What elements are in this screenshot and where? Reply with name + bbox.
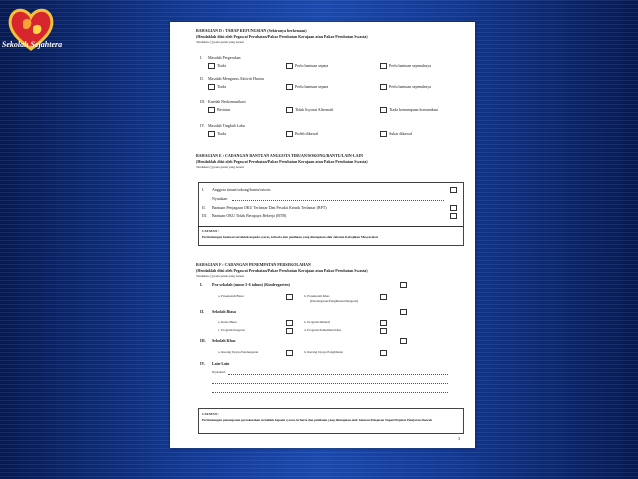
option-label: Perlu bantuan sepenuhnya <box>389 84 431 89</box>
section-f-group-num: II. <box>200 309 205 314</box>
option-label: Tiada <box>217 63 226 68</box>
checkbox[interactable] <box>380 320 387 326</box>
specify-line[interactable] <box>228 374 448 375</box>
option-label: Perlu bantuan sepenuhnya <box>389 63 431 68</box>
option-label: a. Prasekolah Biasa <box>218 294 244 298</box>
note-label: CATATAN : <box>202 229 220 233</box>
section-f-subtitle: (Hendaklah diisi oleh Pegawai Perubatan/Pakar Perubatan Kerajaan atau Pakar Perubatan Swasta) <box>196 268 368 273</box>
checkbox[interactable] <box>450 187 457 193</box>
option-label: Bertutur <box>217 107 231 112</box>
section-f-group-title: Lain-Lain <box>212 361 230 366</box>
option-note: (Pendengaran/Penglihatan/Integrasi) <box>310 299 359 303</box>
form-page <box>170 22 475 448</box>
option-label: Tiada <box>217 131 226 136</box>
checkbox[interactable] <box>208 84 215 90</box>
checkbox[interactable] <box>380 350 387 356</box>
specify-line[interactable] <box>212 383 448 384</box>
item-num: II. <box>202 205 206 210</box>
item-num: I. <box>202 187 205 192</box>
section-f-group-num: III. <box>200 338 206 343</box>
option-label: Perlu bantuan separa <box>295 63 329 68</box>
option-label: b. Kurang Upaya Penglihatan <box>304 350 344 354</box>
checkbox[interactable] <box>286 63 293 69</box>
section-d-group-title: Masalah Mengurus Aktiviti Harian <box>208 76 264 81</box>
specify-label: Nyatakan <box>212 196 228 201</box>
item-label: Bantuan Penjagaan OKU Terlantar Dan Pesakit Kronik Terlantar (BPT) <box>212 205 327 210</box>
section-f-group-num: IV. <box>200 361 205 366</box>
section-d-subtitle: (Hendaklah diisi oleh Pegawai Perubatan/Pakar Perubatan Kerajaan atau Pakar Perubatan Swasta) <box>196 34 368 39</box>
specify-line[interactable] <box>212 392 448 393</box>
checkbox[interactable] <box>400 309 407 315</box>
heart-logo-icon <box>3 3 59 59</box>
section-f-instruction: Tandakan (/) pada petak yang sesuai <box>196 274 244 278</box>
section-d-title: BAHAGIAN D : TAHAP KEFUNGSIAN (Sekiranya berkenaan) <box>196 28 307 33</box>
note-text: Pertimbangan bantuan tertakluk kepada syarat, kriteria dan penilaian yang ditetapkan oleh Jabatan Kebajikan Masyarakat <box>202 235 378 239</box>
section-d-group-title: Masalah Pergerakan <box>208 55 241 60</box>
section-e-title: BAHAGIAN E : CADANGAN BANTUAN ANGGOTA TIRUAN/SOKONG/BANTU/LAIN-LAIN <box>196 153 363 158</box>
option-label: Sukar dikawal <box>389 131 412 136</box>
divider <box>198 226 463 227</box>
checkbox[interactable] <box>286 131 293 137</box>
specify-label: Nyatakan: <box>212 370 226 374</box>
checkbox[interactable] <box>286 320 293 326</box>
option-label: Perlu bantuan separa <box>295 84 329 89</box>
section-f-group-title: Sekolah Biasa <box>212 309 236 314</box>
section-d-group-num: III. <box>200 99 205 104</box>
checkbox[interactable] <box>380 131 387 137</box>
note-text: Pertimbangan penempatan persekolahan tertakluk kepada syarat, kriteria dan penilaian yang ditetapkan oleh Jabatan Pelajaran Negeri/Pejabat Pelajaran Daerah <box>202 418 432 422</box>
option-label: b. Program Inklusif <box>304 320 330 324</box>
specify-line[interactable] <box>232 200 444 201</box>
checkbox[interactable] <box>286 107 293 113</box>
section-f-group-title: Pra-sekolah (umur 5-6 tahun) (Kindergarten) <box>212 282 290 287</box>
section-e-instruction: Tandakan (/) pada petak yang sesuai <box>196 165 244 169</box>
option-label: a. Kelas Biasa <box>218 320 237 324</box>
option-label: d. Program Pemulihan Khas <box>304 328 342 332</box>
option-label: b. Prasekolah Khas <box>304 294 330 298</box>
checkbox[interactable] <box>450 213 457 219</box>
note-label: CATATAN : <box>202 412 220 416</box>
section-f-group-num: I. <box>200 282 203 287</box>
checkbox[interactable] <box>286 84 293 90</box>
item-num: III. <box>202 213 207 218</box>
option-label: Tiada <box>217 84 226 89</box>
page-number: 3 <box>458 436 460 441</box>
checkbox[interactable] <box>286 350 293 356</box>
section-d-instruction: Tandakan (/) pada petak yang sesuai <box>196 40 244 44</box>
section-f-title: BAHAGIAN F : CADANGAN PENEMPATAN PERSEKOLAHAN <box>196 262 311 267</box>
option-label: a. Kurang Upaya Pendengaran <box>218 350 259 354</box>
checkbox[interactable] <box>380 63 387 69</box>
option-label: c. Program Integrasi <box>218 328 245 332</box>
checkbox[interactable] <box>400 338 407 344</box>
checkbox[interactable] <box>208 131 215 137</box>
logo-text: Sekolah Sejahtera <box>1 40 63 49</box>
checkbox[interactable] <box>380 107 387 113</box>
section-e-subtitle: (Hendaklah diisi oleh Pegawai Perubatan/Pakar Perubatan Kerajaan atau Pakar Perubatan Swasta) <box>196 159 368 164</box>
item-label: Anggota tiruan/sokong/bantu/ortosis <box>212 187 271 192</box>
section-d-group-title: Kaedah Berkomunikasi <box>208 99 246 104</box>
checkbox[interactable] <box>450 205 457 211</box>
checkbox[interactable] <box>400 282 407 288</box>
checkbox[interactable] <box>380 328 387 334</box>
option-label: Tidak lisyarat Alternatif <box>295 107 334 112</box>
option-label: Tiada kemampuan komunikasi <box>389 107 439 112</box>
section-d-group-title: Masalah Tingkah Laku <box>208 123 245 128</box>
checkbox[interactable] <box>208 107 215 113</box>
checkbox[interactable] <box>380 294 387 300</box>
checkbox[interactable] <box>286 294 293 300</box>
checkbox[interactable] <box>208 63 215 69</box>
option-label: Boleh dikawal <box>295 131 319 136</box>
checkbox[interactable] <box>380 84 387 90</box>
section-d-group-num: IV. <box>200 123 205 128</box>
checkbox[interactable] <box>286 328 293 334</box>
section-f-group-title: Sekolah Khas <box>212 338 236 343</box>
section-d-group-num: I. <box>200 55 203 60</box>
section-d-group-num: II. <box>200 76 204 81</box>
item-label: Bantuan OKU Tidak Berupaya Bekerja (BTB) <box>212 213 287 218</box>
